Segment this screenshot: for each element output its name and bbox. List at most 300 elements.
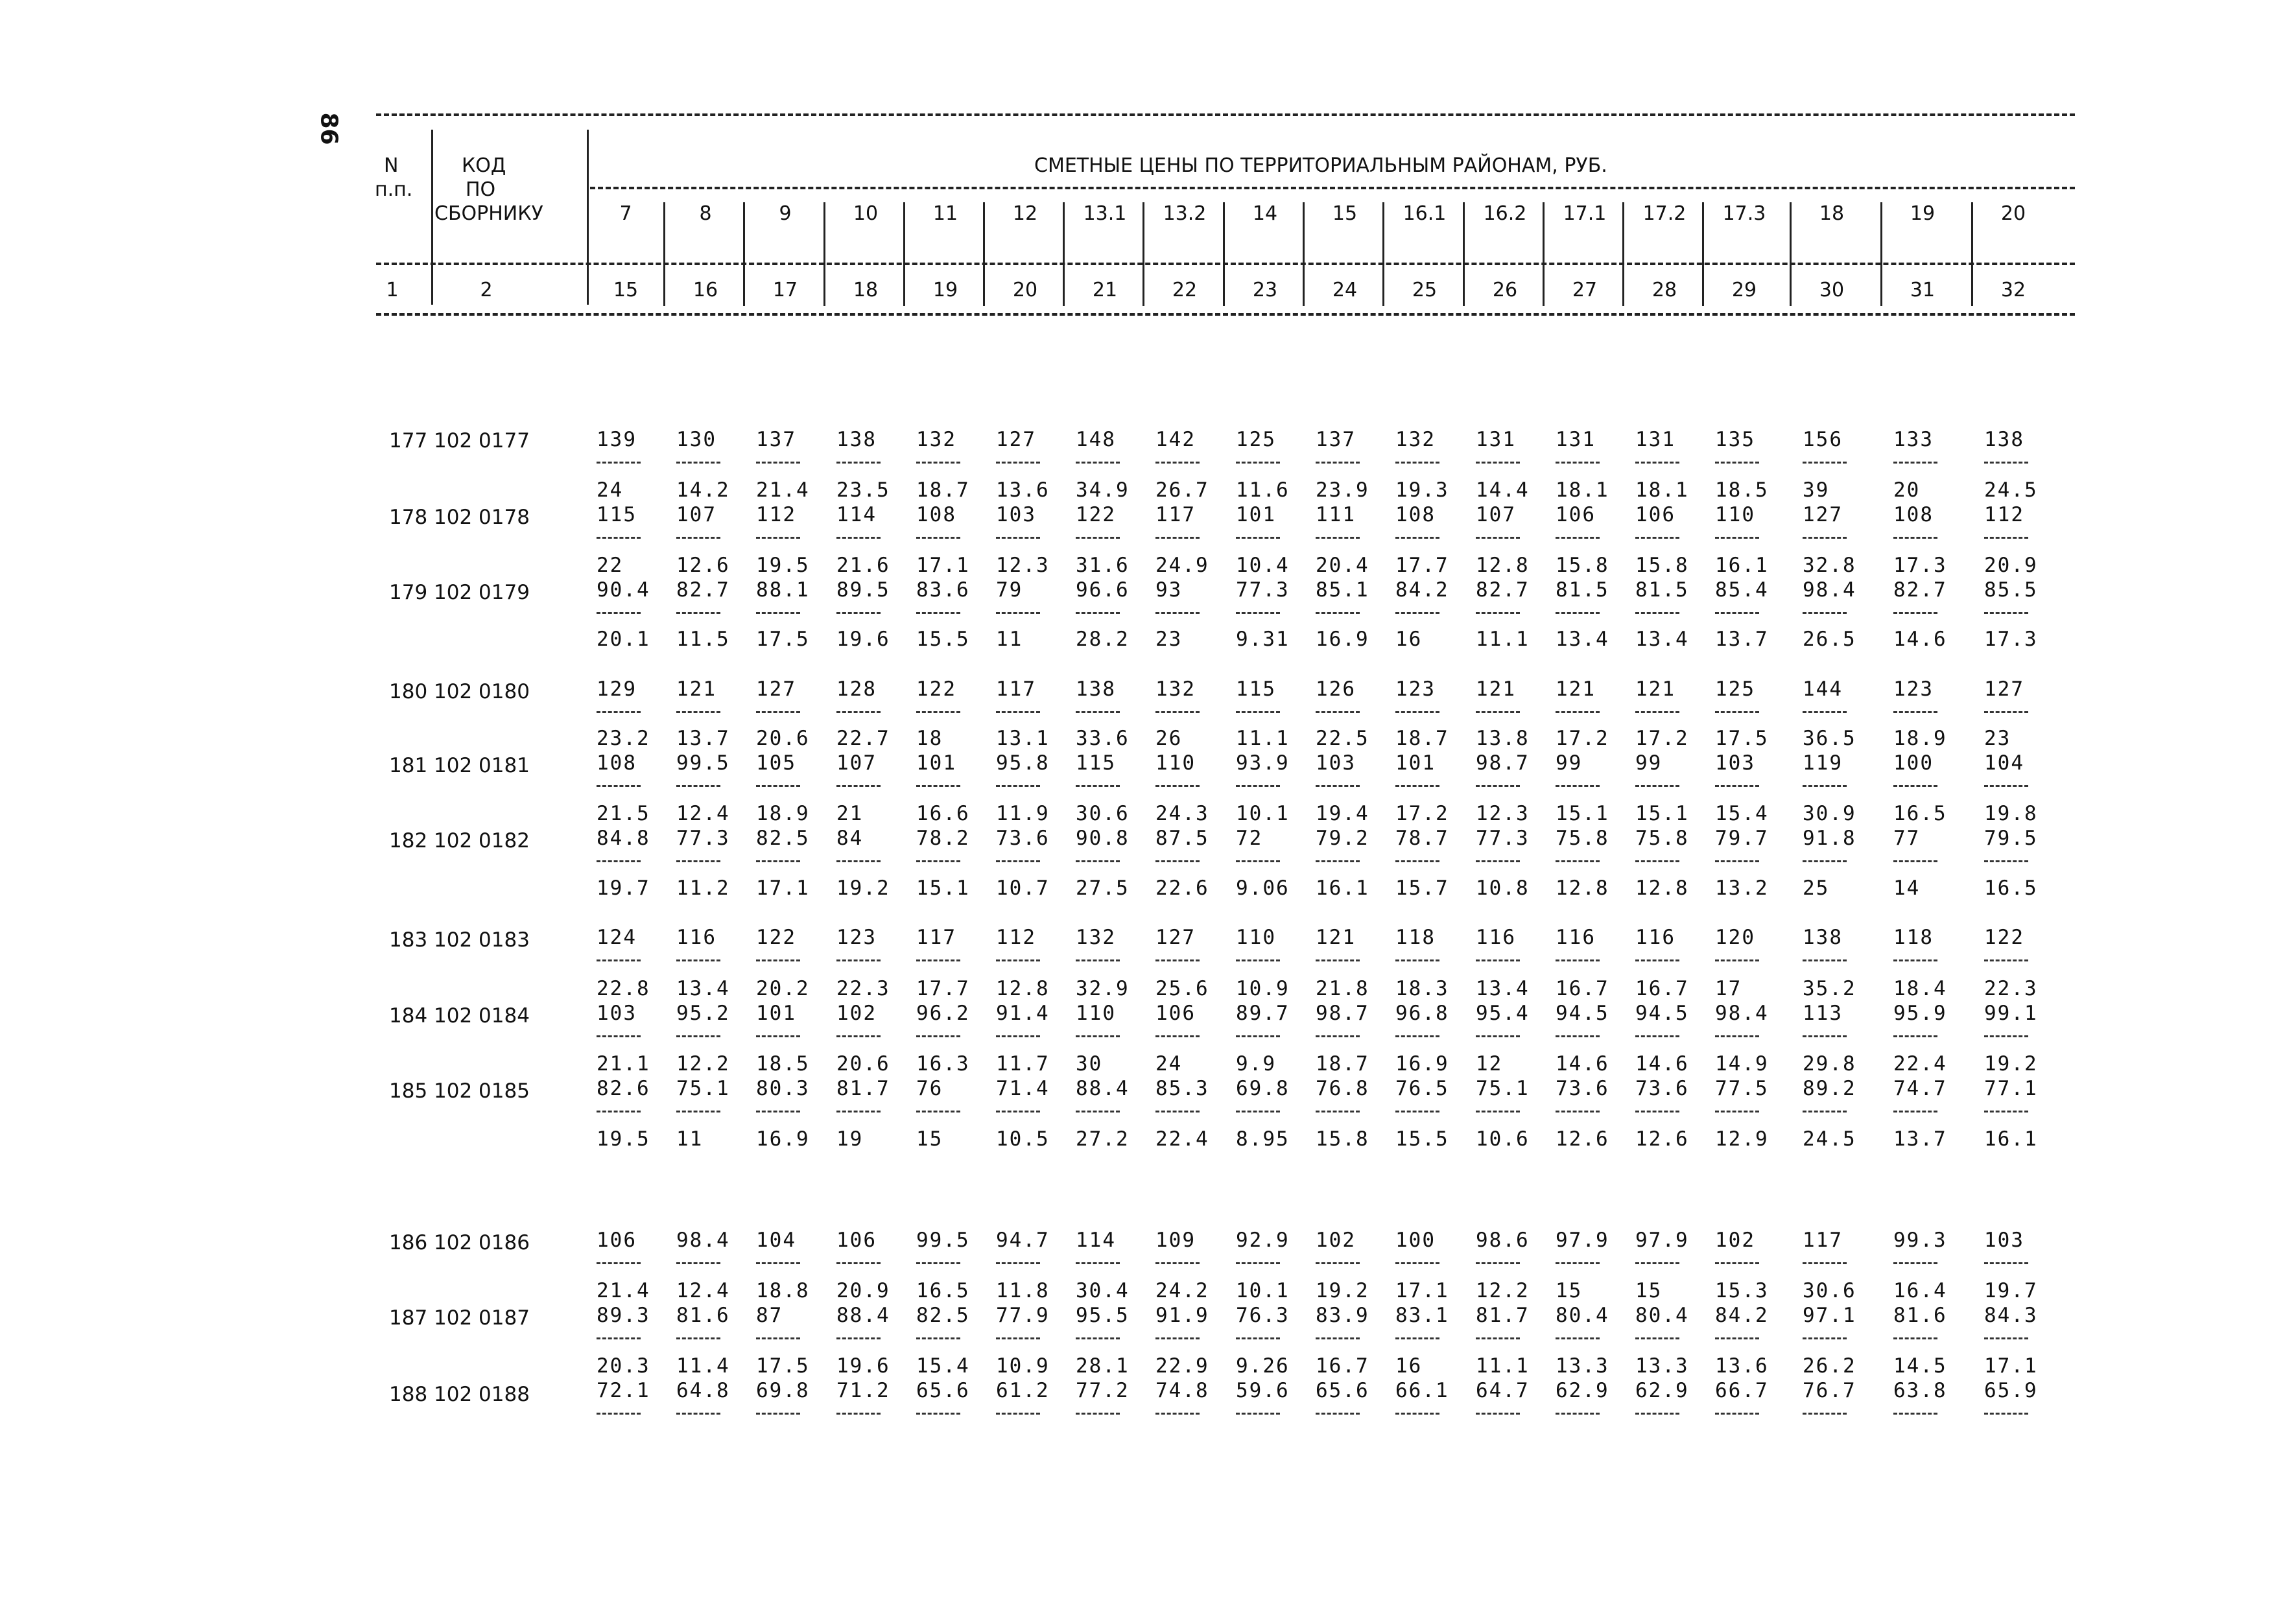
price-cell: 98.7 [1316,1002,1369,1025]
price-cell: 21.1 [597,1052,650,1076]
fraction-line [1715,1035,1759,1037]
fraction-line [1476,711,1520,713]
price-cell: 74.7 [1893,1077,1947,1100]
fraction-line [1476,860,1520,862]
price-cell: 17.5 [1715,727,1769,750]
price-cell: 14.6 [1556,1052,1609,1076]
price-cell: 98.4 [676,1229,730,1252]
price-cell: 127 [996,428,1036,451]
fraction-line [597,711,641,713]
fraction-line [1984,462,2028,464]
price-cell: 113 [1803,1002,1843,1025]
price-cell: 73.6 [1556,1077,1609,1100]
price-cell: 102 [1316,1229,1356,1252]
price-cell: 16.7 [1556,977,1609,1000]
price-cell: 106 [1155,1002,1196,1025]
fraction-line [836,537,881,539]
price-cell: 20.6 [836,1052,890,1076]
fraction-line [1893,860,1937,862]
price-cell: 16.1 [1715,554,1769,577]
price-cell: 28.1 [1076,1354,1130,1378]
price-cell: 139 [597,428,637,451]
fraction-line [836,1413,881,1415]
price-cell: 10.9 [996,1354,1050,1378]
fraction-line [1316,711,1360,713]
fraction-line [1395,785,1439,787]
fraction-line [1155,1337,1200,1339]
price-cell: 115 [1076,751,1116,775]
price-cell: 76.7 [1803,1379,1856,1402]
price-cell: 12.3 [996,554,1050,577]
fraction-line [1076,537,1120,539]
price-cell: 93 [1155,578,1183,602]
header-title: СМЕТНЫЕ ЦЕНЫ ПО ТЕРРИТОРИАЛЬНЫМ РАЙОНАМ, РУБ. [1034,154,1607,177]
price-cell: 84.2 [1395,578,1449,602]
price-cell: 133 [1893,428,1934,451]
price-cell: 92.9 [1236,1229,1290,1252]
price-cell: 76.3 [1236,1304,1290,1327]
district-code: 8 [699,202,712,225]
price-cell: 77.9 [996,1304,1050,1327]
price-cell: 104 [756,1229,796,1252]
price-cell: 131 [1476,428,1516,451]
fraction-line [1316,1337,1360,1339]
fraction-line [1476,1337,1520,1339]
price-cell: 127 [1155,926,1196,949]
fraction-line [1635,537,1679,539]
column-number: 30 [1819,279,1845,301]
fraction-line [1984,959,2028,961]
price-cell: 137 [756,428,796,451]
price-cell: 88.4 [1076,1077,1130,1100]
row-code-label: 186 102 0186 [389,1231,530,1254]
price-cell: 106 [836,1229,877,1252]
price-cell: 66.1 [1395,1379,1449,1402]
row-code-label: 184 102 0184 [389,1004,530,1028]
price-cell: 13.7 [1715,628,1769,651]
price-cell: 25.6 [1155,977,1209,1000]
fraction-line [597,612,641,614]
fraction-line [1076,959,1120,961]
fraction-line [1715,1413,1759,1415]
fraction-line [1715,959,1759,961]
price-cell: 19.3 [1395,478,1449,502]
fraction-line [916,959,960,961]
fraction-line [916,537,960,539]
fraction-line [1635,1337,1679,1339]
fraction-line [916,711,960,713]
price-cell: 81.5 [1635,578,1689,602]
price-cell: 138 [1076,677,1116,701]
price-cell: 13.2 [1715,877,1769,900]
price-cell: 103 [1316,751,1356,775]
price-cell: 19.5 [756,554,810,577]
price-cell: 75.8 [1556,827,1609,850]
price-cell: 85.3 [1155,1077,1209,1100]
price-cell: 101 [756,1002,796,1025]
price-cell: 9.9 [1236,1052,1276,1076]
fraction-line [676,959,720,961]
price-cell: 12.6 [1635,1127,1689,1151]
price-cell: 100 [1395,1229,1436,1252]
price-cell: 30.6 [1803,1279,1856,1302]
price-cell: 88.1 [756,578,810,602]
price-cell: 18.1 [1635,478,1689,502]
price-cell: 22.7 [836,727,890,750]
fraction-line [1476,1111,1520,1112]
price-cell: 15.4 [1715,802,1769,825]
price-cell: 80.4 [1556,1304,1609,1327]
fraction-line [1476,959,1520,961]
price-cell: 103 [597,1002,637,1025]
row-code-label: 185 102 0185 [389,1079,530,1103]
price-cell: 137 [1316,428,1356,451]
price-cell: 12 [1476,1052,1503,1076]
price-cell: 15.8 [1316,1127,1369,1151]
header-code-label-3: СБОРНИКУ [434,202,543,225]
fraction-line [996,462,1040,464]
price-cell: 29.8 [1803,1052,1856,1076]
price-cell: 17.3 [1984,628,2038,651]
price-cell: 20.6 [756,727,810,750]
district-code: 17.3 [1722,202,1766,225]
fraction-line [756,1337,800,1339]
price-cell: 102 [836,1002,877,1025]
price-cell: 121 [676,677,716,701]
price-cell: 138 [836,428,877,451]
price-cell: 72.1 [597,1379,650,1402]
price-cell: 11.9 [996,802,1050,825]
fraction-line [1076,711,1120,713]
fraction-line [597,1337,641,1339]
price-cell: 85.5 [1984,578,2038,602]
fraction-line [1316,1262,1360,1264]
fraction-line [916,860,960,862]
fraction-line [1395,537,1439,539]
header-sub-rule [376,263,2075,265]
price-cell: 73.6 [996,827,1050,850]
fraction-line [1635,1035,1679,1037]
price-cell: 75.1 [676,1077,730,1100]
price-cell: 115 [1236,677,1276,701]
price-cell: 106 [597,1229,637,1252]
price-cell: 31.6 [1076,554,1130,577]
price-cell: 17 [1715,977,1742,1000]
header-column-divider [1463,202,1465,306]
price-cell: 10.7 [996,877,1050,900]
price-cell: 110 [1076,1002,1116,1025]
price-cell: 11.8 [996,1279,1050,1302]
fraction-line [836,1337,881,1339]
fraction-line [1893,462,1937,464]
fraction-line [1984,1413,2028,1415]
header-code-label: КОД [462,154,506,177]
price-cell: 108 [1395,503,1436,526]
price-cell: 122 [1076,503,1116,526]
fraction-line [676,537,720,539]
price-cell: 24.2 [1155,1279,1209,1302]
price-cell: 59.6 [1236,1379,1290,1402]
district-code: 13.2 [1163,202,1207,225]
price-cell: 79.7 [1715,827,1769,850]
price-cell: 17.2 [1395,802,1449,825]
price-cell: 156 [1803,428,1843,451]
fraction-line [1984,1337,2028,1339]
price-cell: 23.9 [1316,478,1369,502]
price-cell: 69.8 [756,1379,810,1402]
fraction-line [1893,1035,1937,1037]
fraction-line [1893,1337,1937,1339]
price-cell: 82.5 [916,1304,970,1327]
price-cell: 13.4 [676,977,730,1000]
price-cell: 16.1 [1984,1127,2038,1151]
price-cell: 14.2 [676,478,730,502]
price-cell: 20.3 [597,1354,650,1378]
price-cell: 121 [1635,677,1675,701]
row-code-label: 180 102 0180 [389,680,530,703]
price-cell: 66.7 [1715,1379,1769,1402]
fraction-line [1635,959,1679,961]
price-cell: 95.9 [1893,1002,1947,1025]
column-number: 17 [772,279,798,301]
price-cell: 17.1 [1395,1279,1449,1302]
price-cell: 99.3 [1893,1229,1947,1252]
price-cell: 35.2 [1803,977,1856,1000]
price-cell: 15.5 [916,628,970,651]
fraction-line [1556,1111,1600,1112]
column-number: 23 [1252,279,1278,301]
district-code: 9 [779,202,792,225]
fraction-line [1076,612,1120,614]
column-number: 20 [1012,279,1038,301]
district-code: 20 [2000,202,2026,225]
price-cell: 128 [836,677,877,701]
price-cell: 15.5 [1395,1127,1449,1151]
price-cell: 117 [1155,503,1196,526]
fraction-line [916,1035,960,1037]
fraction-line [1155,959,1200,961]
price-cell: 14 [1893,877,1921,900]
fraction-line [1556,1413,1600,1415]
price-cell: 26.2 [1803,1354,1856,1378]
fraction-line [756,785,800,787]
fraction-line [1476,612,1520,614]
price-cell: 19.4 [1316,802,1369,825]
column-number: 31 [1910,279,1936,301]
price-cell: 14.6 [1635,1052,1689,1076]
fraction-line [1316,1413,1360,1415]
fraction-line [1556,612,1600,614]
fraction-line [1395,462,1439,464]
price-cell: 14.9 [1715,1052,1769,1076]
fraction-line [1984,612,2028,614]
price-cell: 121 [1316,926,1356,949]
fraction-line [1155,1035,1200,1037]
price-cell: 15.4 [916,1354,970,1378]
price-cell: 71.4 [996,1077,1050,1100]
fraction-line [1803,785,1847,787]
price-cell: 24.5 [1803,1127,1856,1151]
price-cell: 116 [1476,926,1516,949]
price-cell: 17.1 [1984,1354,2038,1378]
header-top-rule [376,113,2075,116]
district-code: 14 [1252,202,1278,225]
fraction-line [597,1262,641,1264]
price-cell: 81.7 [1476,1304,1530,1327]
price-cell: 110 [1236,926,1276,949]
fraction-line [756,612,800,614]
fraction-line [1236,711,1280,713]
fraction-line [996,959,1040,961]
fraction-line [1155,711,1200,713]
price-cell: 127 [1984,677,2024,701]
price-cell: 16.9 [756,1127,810,1151]
price-cell: 99.5 [916,1229,970,1252]
fraction-line [1715,860,1759,862]
price-cell: 21.4 [597,1279,650,1302]
column-number: 24 [1332,279,1358,301]
price-cell: 97.9 [1556,1229,1609,1252]
fraction-line [1715,1111,1759,1112]
price-cell: 12.4 [676,1279,730,1302]
price-cell: 85.1 [1316,578,1369,602]
price-cell: 20.1 [597,628,650,651]
fraction-line [1076,1262,1120,1264]
price-cell: 94.5 [1635,1002,1689,1025]
fraction-line [676,711,720,713]
price-cell: 98.4 [1803,578,1856,602]
price-cell: 10.5 [996,1127,1050,1151]
price-cell: 21.8 [1316,977,1369,1000]
price-cell: 84.2 [1715,1304,1769,1327]
price-cell: 87.5 [1155,827,1209,850]
price-cell: 106 [1635,503,1675,526]
price-cell: 101 [1395,751,1436,775]
price-cell: 18.7 [1316,1052,1369,1076]
district-code: 17.2 [1642,202,1687,225]
price-cell: 64.8 [676,1379,730,1402]
price-cell: 26.7 [1155,478,1209,502]
fraction-line [597,1111,641,1112]
price-cell: 11.4 [676,1354,730,1378]
price-cell: 80.4 [1635,1304,1689,1327]
price-cell: 24 [597,478,624,502]
price-cell: 91.8 [1803,827,1856,850]
district-code: 18 [1819,202,1845,225]
fraction-line [1556,785,1600,787]
fraction-line [996,1413,1040,1415]
fraction-line [1476,1035,1520,1037]
price-cell: 18.9 [1893,727,1947,750]
price-cell: 21.6 [836,554,890,577]
fraction-line [1395,1413,1439,1415]
price-cell: 24 [1155,1052,1183,1076]
fraction-line [1236,959,1280,961]
price-cell: 22.5 [1316,727,1369,750]
price-cell: 69.8 [1236,1077,1290,1100]
district-code: 16.2 [1483,202,1527,225]
district-code: 12 [1012,202,1038,225]
price-cell: 118 [1395,926,1436,949]
fraction-line [756,1111,800,1112]
fraction-line [1476,537,1520,539]
price-cell: 123 [836,926,877,949]
fraction-line [1715,612,1759,614]
price-cell: 24.9 [1155,554,1209,577]
price-cell: 20.2 [756,977,810,1000]
column-number: 22 [1172,279,1198,301]
fraction-line [756,711,800,713]
price-cell: 13.3 [1556,1354,1609,1378]
header-mid-rule [590,187,2075,189]
fraction-line [676,1337,720,1339]
price-cell: 11.5 [676,628,730,651]
header-column-divider [1880,202,1882,306]
price-cell: 87 [756,1304,783,1327]
price-cell: 95.5 [1076,1304,1130,1327]
header-column-divider [1223,202,1225,306]
header-column-divider [663,202,665,306]
fraction-line [1236,1262,1280,1264]
column-number-n: 1 [386,279,399,301]
fraction-line [756,959,800,961]
price-cell: 16.5 [916,1279,970,1302]
price-cell: 12.3 [1476,802,1530,825]
fraction-line [1236,537,1280,539]
price-cell: 77.3 [1236,578,1290,602]
fraction-line [1893,537,1937,539]
price-cell: 116 [676,926,716,949]
fraction-line [1076,1035,1120,1037]
header-column-divider [1790,202,1792,306]
fraction-line [676,1035,720,1037]
price-cell: 16.7 [1635,977,1689,1000]
fraction-line [1395,1337,1439,1339]
price-cell: 83.6 [916,578,970,602]
price-cell: 17.2 [1556,727,1609,750]
fraction-line [1155,785,1200,787]
fraction-line [836,612,881,614]
price-cell: 115 [597,503,637,526]
price-cell: 95.4 [1476,1002,1530,1025]
header-column-divider [823,202,825,306]
price-cell: 132 [1155,677,1196,701]
price-cell: 110 [1715,503,1755,526]
price-cell: 142 [1155,428,1196,451]
price-cell: 22.6 [1155,877,1209,900]
fraction-line [1715,711,1759,713]
price-cell: 17.1 [756,877,810,900]
price-cell: 11.7 [996,1052,1050,1076]
price-cell: 10.1 [1236,802,1290,825]
fraction-line [1803,959,1847,961]
fraction-line [1076,1337,1120,1339]
price-cell: 15.1 [1635,802,1689,825]
price-cell: 19.5 [597,1127,650,1151]
price-cell: 22.3 [1984,977,2038,1000]
fraction-line [1476,1262,1520,1264]
price-cell: 107 [1476,503,1516,526]
price-cell: 130 [676,428,716,451]
price-cell: 122 [1984,926,2024,949]
fraction-line [1556,959,1600,961]
header-column-divider [1971,202,1973,306]
price-cell: 109 [1155,1229,1196,1252]
price-cell: 123 [1893,677,1934,701]
price-cell: 18.1 [1556,478,1609,502]
fraction-line [1715,1337,1759,1339]
price-cell: 129 [597,677,637,701]
